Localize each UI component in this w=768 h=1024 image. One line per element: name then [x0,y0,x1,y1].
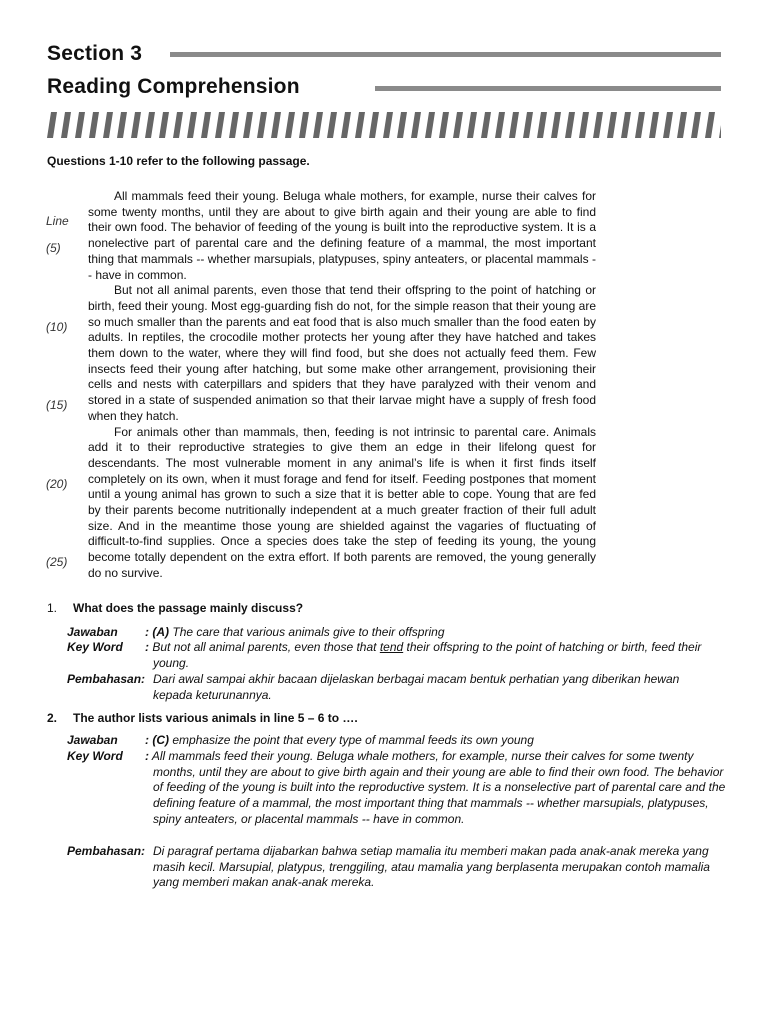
passage-intro: Questions 1-10 refer to the following passage. [47,154,310,168]
line-number-20: (20) [46,477,68,491]
page-title: Reading Comprehension [47,75,300,98]
answer-label: Jawaban [67,625,118,639]
passage-paragraph: For animals other than mammals, then, feeding is not intrinsic to parental care. Animals add it to their reproductive strategies to give them an edge in their lifelong quest for descendants. The most vulnerable moment in any animal’s life is when it first finds itself completely on its own, when it must forage and fend for itself. Feeding postpones that moment until a young animal has grown to such a size that it is better able to cope. Young that are fed by their parents become nutritionally independent at a much greater fraction of their full adult size. And in the meantime those young are shielded against the vagaries of fluctuating of difficult-to-find supplies. Once a species does take the step of feeding its young, the young become totally dependent on the extra effort. If both parents are removed, the young generally do no survive. [88,424,596,580]
answer-value [145,733,720,749]
discussion-text: Di paragraf pertama dijabarkan bahwa setiap mamalia itu memberi makan pada anak-anak mereka yang masih kecil. Marsupial, platypus, trenggiling, atau mamalia yang berplasenta merupakan contoh mamalia yang memberi makan anak-anak mereka. [153,844,710,890]
reading-passage [88,189,596,582]
answer-value [145,625,720,641]
answer-option: (A) [152,625,170,639]
keyword-text: All mammals feed their young. Beluga whale mothers, for example, nurse their calves for some twenty months, until they are about to give birth again and their young are able to find their own food. The behavior of feeding of the young is built into the reproductive system. It is a nonselective part of parental care and the defining feature of a mammal, the most important thing that mammals -- whether marsupials, platypuses, spiny anteaters, or placental mammals -- have in common. [151,749,726,826]
keyword-text-after: their offspring to the point of hatching or birth, feed their young. [153,640,702,670]
keyword-label: Key Word [67,640,123,654]
answer-option: (C) [152,733,170,747]
keyword-colon: : [145,749,149,763]
keyword-value [145,640,713,671]
line-number-10: (10) [46,320,68,334]
keyword-label: Key Word [67,749,123,763]
section-rule [170,52,721,57]
answer-colon: : [145,733,149,747]
line-number-25: (25) [46,555,68,569]
discussion-label: Pembahasan: [67,844,146,858]
answer-text: emphasize the point that every type of mammal feeds its own young [172,733,534,747]
passage-paragraph: All mammals feed their young. Beluga whale mothers, for example, nurse their calves for some twenty months, until they are about to give birth again and their young are able to find their own food. The behavior of feeding of the young is built into the reproductive system. It is a nonelective part of parental care and the defining feature of a mammal, the most important thing that mammals -- whether marsupials, platypuses, spiny anteaters, or placental mammals -- have in common. [88,189,596,282]
line-label: Line [46,214,69,228]
question-number: 1. [47,601,58,615]
hatched-band [47,112,721,138]
question-number: 2. [47,711,58,725]
answer-label: Jawaban [67,733,118,747]
keyword-value [145,749,726,828]
line-number-5: (5) [46,241,61,255]
discussion-text: Dari awal sampai akhir bacaan dijelaskan berbagai macam bentuk perhatian yang diberikan hewan kepada keturunannya. [153,672,680,702]
title-rule [375,86,721,91]
answer-colon: : [145,625,149,639]
line-number-15: (15) [46,398,68,412]
passage-paragraph: But not all animal parents, even those that tend their offspring to the point of hatching or birth, feed their young. Most egg-guarding fish do not, for the simple reason that their young are so much smaller than the parents and eat food that is also much smaller than the food eaten by adults. In reptiles, the crocodile mother protects her young after they have hatched and takes them down to the water, where they will find food, but she does not actually feed them. Few insects feed their young after hatching, but some make other arrangement, provisioning their cells and nests with caterpillars and spiders that they have paralyzed with their venom and stored in a state of suspended animation so that their larvae might have a supply of fresh food when they hatch. [88,283,596,423]
discussion-label: Pembahasan: [67,672,146,686]
hatched-band-pattern [47,112,721,138]
question-text: What does the passage mainly discuss? [73,601,304,615]
answer-text: The care that various animals give to their offspring [172,625,445,639]
section-heading: Section 3 [47,42,143,65]
question-text: The author lists various animals in line 5 – 6 to …. [73,711,358,725]
keyword-colon: : [145,640,149,654]
keyword-text-before: But not all animal parents, even those that [152,640,380,654]
keyword-underlined: tend [379,640,404,654]
